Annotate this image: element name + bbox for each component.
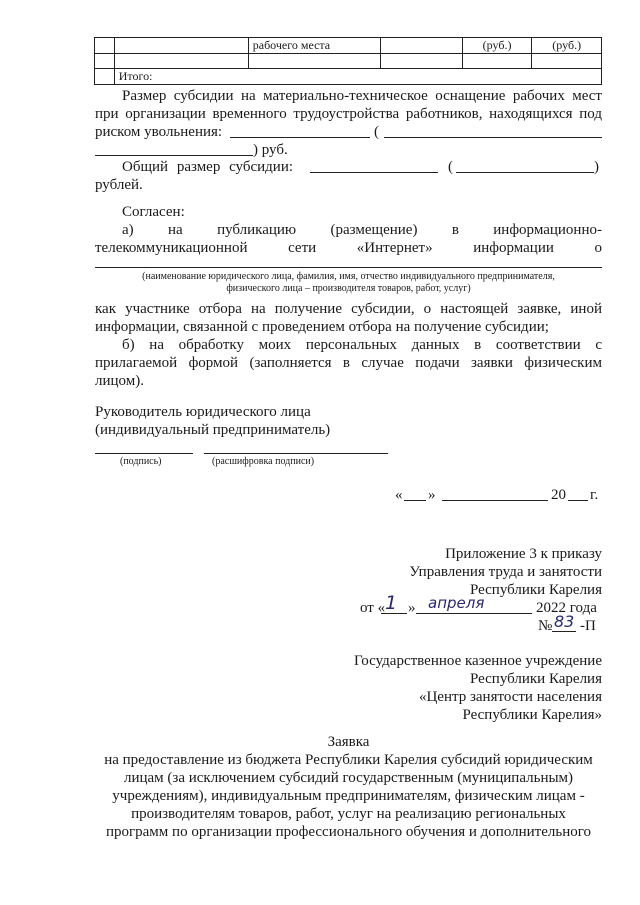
table-cell-unit: (руб.) (462, 38, 532, 54)
consent-a-cont2: информации, связанной с проведением отбора на получение субсидии; (95, 319, 549, 335)
signature-head1: Руководитель юридического лица (95, 404, 311, 420)
consent-a-line1: а) на публикацию (размещение) в информационно- (122, 222, 602, 238)
zayavka-line1: на предоставление из бюджета Республики Карелия субсидий юридическим (104, 752, 593, 768)
date-quote-close: » (428, 487, 436, 503)
appendix-num-suffix: -П (580, 618, 596, 634)
appendix-line3: Республики Карелия (469, 582, 602, 598)
subsidy-rm-line1: Размер субсидии на материально-техническое оснащение рабочих мест (122, 88, 602, 104)
appendix-date-prefix: от « (360, 600, 386, 616)
zayavka-line4: производителям товаров, работ, услуг на реализацию региональных (131, 806, 566, 822)
total-words-blank[interactable] (456, 172, 594, 173)
subsidy-rm-line2: при организации временного трудоустройства работников, находящихся под (95, 106, 602, 122)
table-cell-workplace: рабочего места (248, 38, 380, 54)
table-row (95, 54, 602, 69)
consent-b-line2: прилагаемой формой (заполняется в случае подачи заявки физическим (95, 355, 602, 371)
total-amount-blank[interactable] (310, 172, 438, 173)
table-row-total (95, 69, 602, 85)
appendix-date-month: апреля (428, 594, 485, 612)
date-month-blank[interactable] (442, 500, 548, 501)
appendix-date-year: 2022 года (536, 600, 597, 616)
appendix-date-day-line (381, 613, 407, 614)
zayavka-title: Заявка (327, 734, 370, 750)
consent-b-line3: лицом). (95, 373, 144, 389)
signature-label: (подпись) (120, 456, 162, 467)
decode-label: (расшифровка подписи) (212, 456, 315, 467)
participant-name-blank[interactable] (95, 267, 602, 268)
date-quote-open: « (395, 487, 403, 503)
paren-close: ) (594, 159, 599, 175)
amount-words-blank-cont[interactable] (95, 155, 253, 156)
date-day-blank[interactable] (404, 500, 426, 501)
table-cell-unit: (руб.) (532, 38, 602, 54)
date-year-blank[interactable] (568, 500, 588, 501)
signature-decode-blank[interactable] (204, 453, 388, 454)
appendix-num-line (552, 631, 576, 632)
amount-words-blank[interactable] (384, 137, 602, 138)
total-subsidy-label: Общий размер субсидии: (122, 159, 294, 175)
addressee-line3: «Центр занятости населения (418, 689, 602, 705)
note-line2: физического лица – производителя товаров, работ, услуг) (226, 283, 471, 294)
subsidy-table (94, 37, 602, 85)
subsidy-rm-line3: риском увольнения: (95, 124, 223, 140)
addressee-line2: Республики Карелия (469, 671, 602, 687)
signature-blank[interactable] (95, 453, 193, 454)
appendix-num-prefix: № (538, 618, 553, 634)
date-year-prefix: 20 (551, 487, 566, 503)
table-row (95, 38, 602, 54)
consent-title: Согласен: (122, 204, 185, 220)
consent-a-cont1: как участнике отбора на получение субсидии, о настоящей заявке, иной (95, 301, 602, 317)
consent-a-line2: телекоммуникационной сети «Интернет» информации о (95, 240, 602, 256)
addressee-line1: Государственное казенное учреждение (353, 653, 602, 669)
appendix-date-month-line (416, 613, 532, 614)
appendix-line1: Приложение 3 к приказу (445, 546, 602, 562)
date-g: г. (590, 487, 599, 503)
appendix-num-value: 83 (554, 612, 575, 631)
signature-head2: (индивидуальный предприниматель) (95, 422, 331, 438)
total-subsidy-line2: рублей. (95, 177, 143, 193)
zayavka-line5: программ по организации профессионального обучения и дополнительного (105, 824, 592, 840)
zayavka-line3: учреждениям), индивидуальным предпринимателям, физическим лицам - (112, 788, 585, 804)
subsidy-rm-line4: ) руб. (253, 142, 288, 158)
appendix-date-mid: » (408, 600, 416, 616)
total-label: Итого: (114, 69, 601, 85)
zayavka-line2: лицам (за исключением субсидий государственным (муниципальным) (123, 770, 574, 786)
appendix-date-day: 1 (385, 592, 398, 614)
paren-open: ( (374, 124, 379, 140)
note-line1: (наименование юридического лица, фамилия, имя, отчество индивидуального предпринимателя, (142, 271, 555, 282)
amount-blank[interactable] (230, 137, 370, 138)
addressee-line4: Республики Карелия» (462, 707, 602, 723)
appendix-line2: Управления труда и занятости (409, 564, 602, 580)
paren-open: ( (448, 159, 453, 175)
consent-b-line1: б) на обработку моих персональных данных в соответствии с (122, 337, 602, 353)
